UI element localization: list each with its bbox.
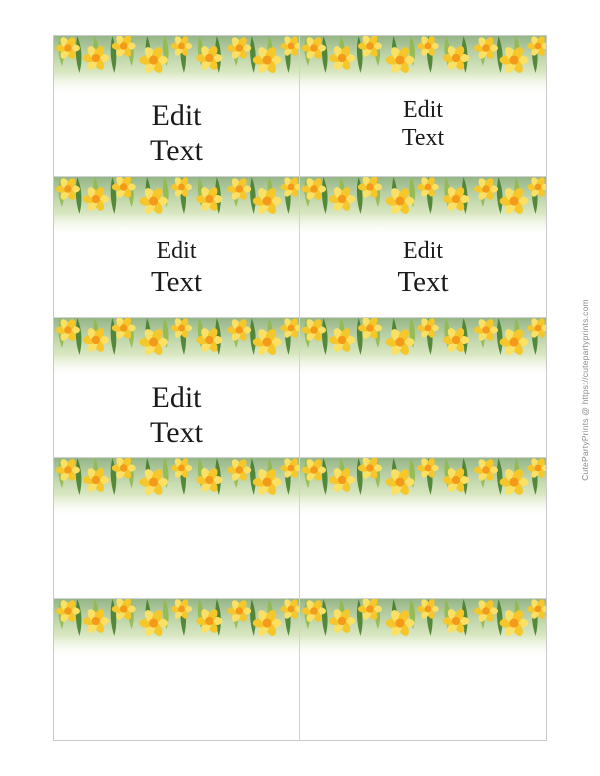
daffodil-banner xyxy=(54,318,299,378)
label-sheet xyxy=(53,35,547,741)
label-card[interactable] xyxy=(300,36,546,177)
editable-text[interactable] xyxy=(300,237,546,300)
label-card[interactable] xyxy=(300,318,546,459)
daffodil-banner xyxy=(54,177,299,237)
label-card[interactable] xyxy=(300,599,546,740)
text-line: Text xyxy=(150,415,203,449)
daffodil-border-icon xyxy=(300,318,546,378)
editable-text[interactable] xyxy=(54,98,299,169)
daffodil-border-icon xyxy=(54,177,299,237)
text-line: Edit xyxy=(156,237,197,264)
daffodil-banner xyxy=(54,458,299,518)
watermark xyxy=(578,284,592,496)
text-line: Edit xyxy=(403,97,443,123)
daffodil-banner xyxy=(300,318,546,378)
daffodil-border-icon xyxy=(54,318,299,378)
editable-text[interactable] xyxy=(54,237,299,300)
daffodil-border-icon xyxy=(300,458,546,518)
text-line: Edit xyxy=(151,380,202,414)
text-line: Edit xyxy=(151,99,202,132)
daffodil-banner xyxy=(300,36,546,96)
daffodil-banner xyxy=(300,177,546,237)
label-card[interactable] xyxy=(54,599,300,740)
label-card[interactable] xyxy=(54,318,300,459)
daffodil-border-icon xyxy=(54,599,299,659)
daffodil-banner xyxy=(54,36,299,96)
text-line: Text xyxy=(150,266,203,299)
text-line: Edit xyxy=(403,237,443,264)
label-card[interactable] xyxy=(54,177,300,318)
text-line: Text xyxy=(397,266,449,299)
editable-text[interactable] xyxy=(54,380,299,451)
daffodil-border-icon xyxy=(300,36,546,96)
text-line: Text xyxy=(150,134,203,168)
daffodil-border-icon xyxy=(300,599,546,659)
daffodil-border-icon xyxy=(54,36,299,96)
label-card[interactable] xyxy=(300,177,546,318)
text-line: Text xyxy=(401,125,445,152)
label-card[interactable] xyxy=(54,36,300,177)
watermark-text: CutePartyPrints @ https://cutepartyprints.com xyxy=(580,299,590,481)
label-card[interactable] xyxy=(300,458,546,599)
daffodil-banner xyxy=(54,599,299,659)
editable-text[interactable] xyxy=(300,96,546,153)
label-card[interactable] xyxy=(54,458,300,599)
daffodil-border-icon xyxy=(54,458,299,518)
daffodil-banner xyxy=(300,458,546,518)
daffodil-border-icon xyxy=(300,177,546,237)
daffodil-banner xyxy=(300,599,546,659)
